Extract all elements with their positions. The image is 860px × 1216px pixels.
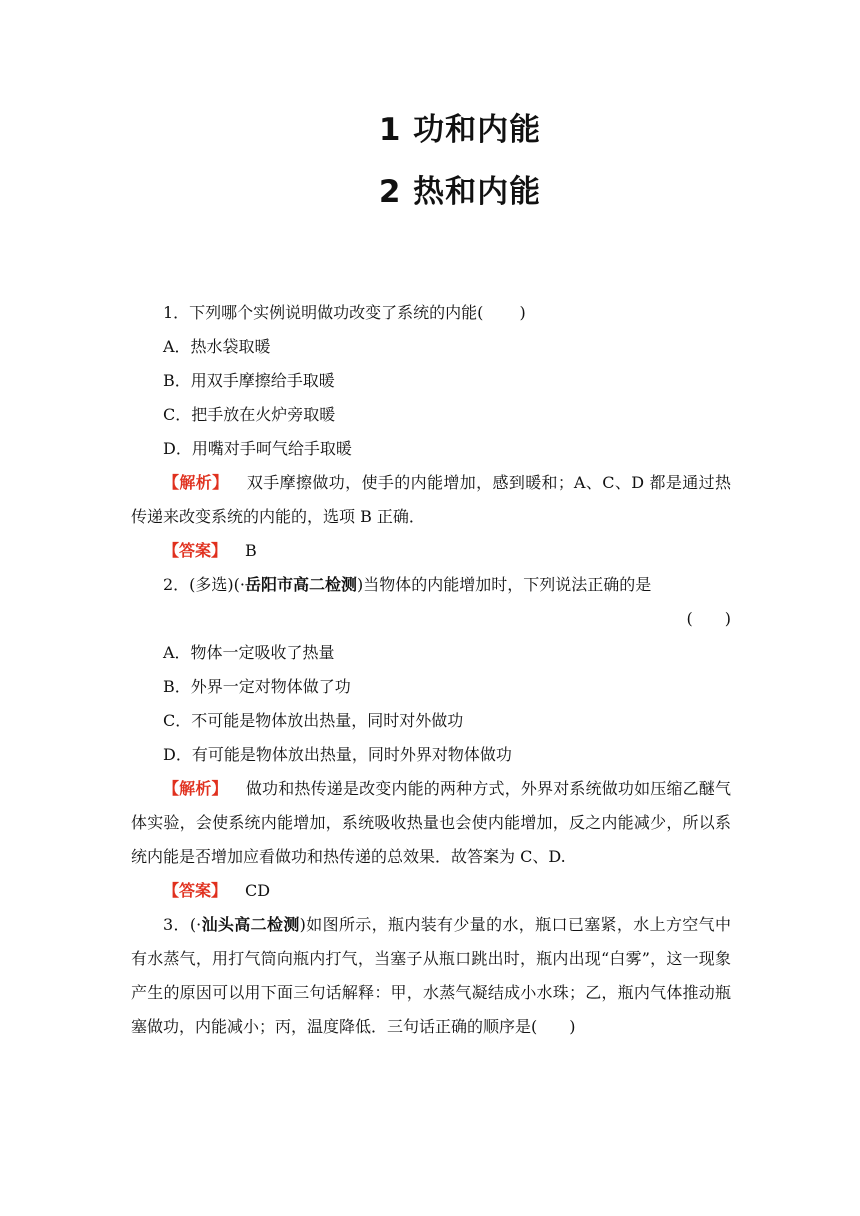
q3-stem: 3．(·汕头高二检测)如图所示，瓶内装有少量的水，瓶口已塞紧，水上方空气中有水蒸气，用打气筒向瓶内打气，当塞子从瓶口跳出时，瓶内出现“白雾”，这一现象产生的原因可以用下面三句话解释：甲，水蒸气凝结成小水珠；乙，瓶内气体推动瓶塞做功，内能减小；丙，温度降低．三句话正确的顺序是( ) xyxy=(131,915,731,1036)
analysis-label: 【解析】 xyxy=(163,779,228,798)
q2-option-a: A．物体一定吸收了热量 xyxy=(163,643,335,662)
q1-option-d: D．用嘴对手呵气给手取暖 xyxy=(163,439,352,458)
q1-answer: 【答案】 B xyxy=(163,541,257,560)
answer-label: 【答案】 xyxy=(163,881,228,900)
q2-stem: 2．(多选)(·岳阳市高二检测)当物体的内能增加时，下列说法正确的是 xyxy=(163,575,652,594)
q1-option-c: C．把手放在火炉旁取暖 xyxy=(163,405,336,424)
document-body xyxy=(131,296,731,1044)
q2-option-d: D．有可能是物体放出热量，同时外界对物体做功 xyxy=(163,745,512,764)
q2-analysis: 【解析】 做功和热传递是改变内能的两种方式，外界对系统做功如压缩乙醚气体实验，会使系统内能增加，系统吸收热量也会使内能增加，反之内能减少，所以系统内能是否增加应看做功和热传递的总效果．故答案为 C、D. xyxy=(131,779,731,866)
title-2: 2 热和内能 xyxy=(378,174,542,210)
q2-answer-paren: ( ) xyxy=(686,609,731,628)
title-1: 1 功和内能 xyxy=(378,112,542,148)
answer-label: 【答案】 xyxy=(163,541,228,560)
q1-option-b: B．用双手摩擦给手取暖 xyxy=(163,371,335,390)
q3-source: 汕头高二检测 xyxy=(201,915,300,934)
q1-analysis: 【解析】 双手摩擦做功，使手的内能增加，感到暖和；A、C、D 都是通过热传递来改变系统的内能的，选项 B 正确． xyxy=(131,473,731,526)
analysis-label: 【解析】 xyxy=(163,473,229,492)
q2-source: 岳阳市高二检测 xyxy=(245,575,358,594)
q2-option-b: B．外界一定对物体做了功 xyxy=(163,677,351,696)
q2-option-c: C．不可能是物体放出热量，同时对外做功 xyxy=(163,711,464,730)
q1-stem: 1．下列哪个实例说明做功改变了系统的内能( ) xyxy=(163,303,526,322)
q2-answer: 【答案】 CD xyxy=(163,881,271,900)
q1-option-a: A．热水袋取暖 xyxy=(163,337,271,356)
